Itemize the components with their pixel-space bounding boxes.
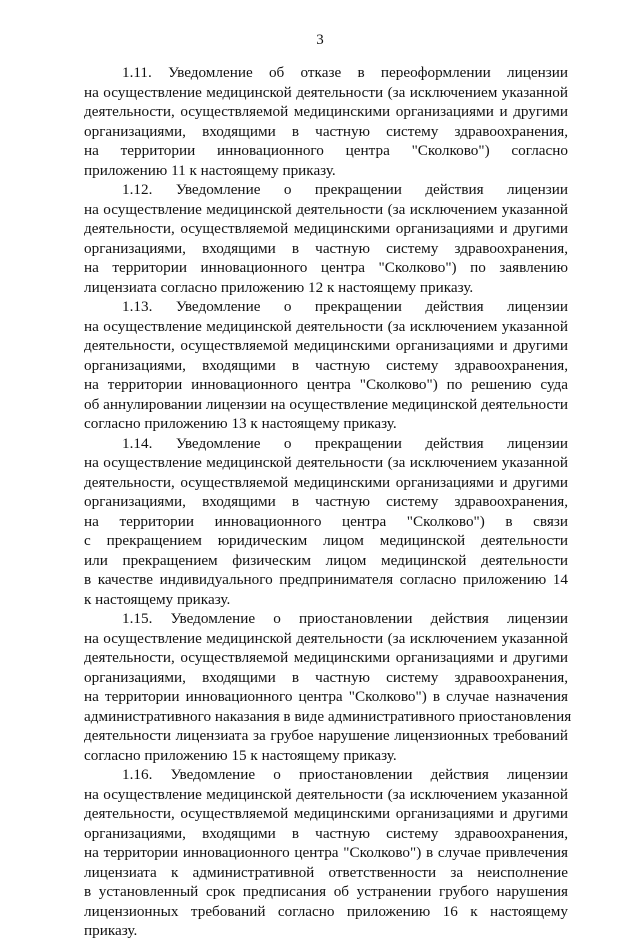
paragraph-1-14 [84, 434, 568, 610]
paragraph-line: на территории инновационного центра "Сколково") по решению суда [84, 376, 568, 393]
page-number: 3 [316, 32, 324, 48]
document-body [84, 63, 572, 941]
paragraph-1-16 [84, 765, 568, 941]
paragraph-line: деятельности, осуществляемой медицинскими организациями и другими [84, 220, 568, 237]
paragraph-line: лицензиата согласно приложению 12 к настоящему приказу. [84, 278, 474, 296]
paragraph-line: на осуществление медицинской деятельности (за исключением указанной [84, 317, 568, 335]
paragraph-line: деятельности лицензиата за грубое нарушение лицензионных требований [84, 727, 568, 744]
paragraph-line: на территории инновационного центра "Сколково") в случае привлечения [84, 844, 568, 861]
paragraph-1-12 [84, 180, 568, 297]
paragraph-line: лицензионных требований согласно приложению 16 к настоящему [84, 902, 568, 920]
paragraph-line: на территории инновационного центра "Сколково") в случае назначения [84, 688, 568, 705]
paragraph-line: 1.16. Уведомление о приостановлении действия лицензии [122, 766, 568, 783]
paragraph-line: на осуществление медицинской деятельности (за исключением указанной [84, 629, 568, 647]
paragraph-line: деятельности, осуществляемой медицинскими организациями и другими [84, 103, 568, 120]
paragraph-line: организациями, входящими в частную систему здравоохранения, [84, 668, 568, 686]
paragraph-line: на осуществление медицинской деятельности (за исключением указанной [84, 200, 568, 218]
paragraph-line: на осуществление медицинской деятельности (за исключением указанной [84, 454, 568, 471]
paragraph-1-13 [84, 297, 568, 434]
paragraph-line: или прекращением физическим лицом медицинской деятельности [84, 551, 568, 569]
paragraph-line: 1.14. Уведомление о прекращении действия лицензии [122, 434, 568, 452]
paragraph-line: лицензиата к административной ответственности за неисполнение [84, 863, 568, 881]
paragraph-line: об аннулировании лицензии на осуществление медицинской деятельности [84, 395, 568, 413]
paragraph-1-15 [84, 609, 572, 765]
paragraph-line: на территории инновационного центра "Сколково") по заявлению [84, 259, 568, 276]
paragraph-line: 1.11. Уведомление об отказе в переоформлении лицензии [122, 64, 568, 81]
paragraph-line: с прекращением юридическим лицом медицинской деятельности [84, 532, 568, 549]
paragraph-line: организациями, входящими в частную систему здравоохранения, [84, 356, 568, 374]
paragraph-line: деятельности, осуществляемой медицинскими организациями и другими [84, 337, 568, 354]
paragraph-line: на осуществление медицинской деятельности (за исключением указанной [84, 785, 568, 803]
paragraph-line: деятельности, осуществляемой медицинскими организациями и другими [84, 805, 568, 822]
paragraph-line: административного наказания в виде административного приостановления [84, 707, 572, 725]
paragraph-line: организациями, входящими в частную систему здравоохранения, [84, 824, 568, 842]
paragraph-line: 1.15. Уведомление о приостановлении действия лицензии [122, 610, 568, 627]
paragraph-line: приказу. [84, 922, 138, 939]
paragraph-line: организациями, входящими в частную систему здравоохранения, [84, 239, 568, 257]
paragraph-line: согласно приложению 15 к настоящему приказу. [84, 746, 397, 764]
paragraph-line: на территории инновационного центра "Сколково") в связи [84, 512, 568, 530]
paragraph-line: организациями, входящими в частную систему здравоохранения, [84, 122, 568, 140]
paragraph-line: на осуществление медицинской деятельности (за исключением указанной [84, 83, 568, 101]
paragraph-line: организациями, входящими в частную систему здравоохранения, [84, 493, 568, 510]
paragraph-line: к настоящему приказу. [84, 590, 231, 608]
paragraph-line: согласно приложению 13 к настоящему приказу. [84, 415, 397, 432]
paragraph-line: приложению 11 к настоящему приказу. [84, 161, 336, 179]
paragraph-line: в качестве индивидуального предпринимателя согласно приложению 14 [84, 571, 568, 588]
paragraph-1-11 [84, 63, 568, 180]
paragraph-line: 1.12. Уведомление о прекращении действия лицензии [122, 181, 568, 198]
paragraph-line: 1.13. Уведомление о прекращении действия лицензии [122, 298, 568, 315]
paragraph-line: деятельности, осуществляемой медицинскими организациями и другими [84, 473, 568, 491]
paragraph-line: в установленный срок предписания об устранении грубого нарушения [84, 883, 568, 900]
paragraph-line: на территории инновационного центра "Сколково") согласно [84, 142, 568, 159]
paragraph-line: деятельности, осуществляемой медицинскими организациями и другими [84, 649, 568, 666]
